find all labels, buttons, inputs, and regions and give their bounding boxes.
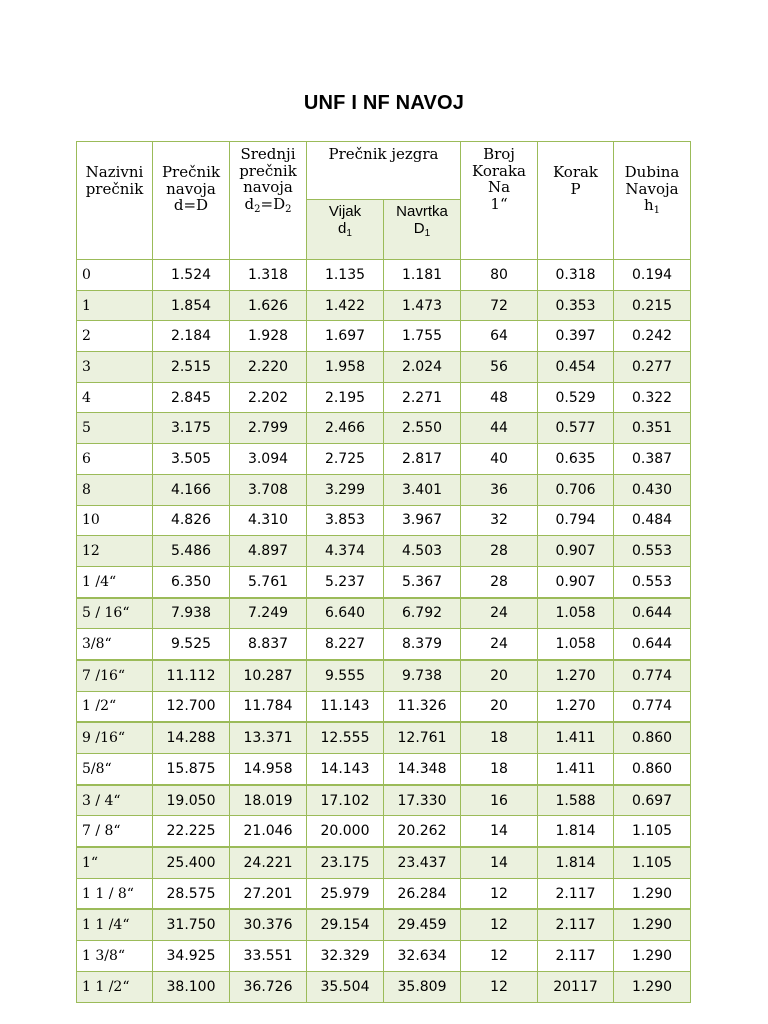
table-cell: 17.102 [307, 785, 384, 816]
table-cell: 4.897 [230, 536, 307, 567]
table-cell: 3.401 [384, 474, 461, 505]
header-broj-koraka: Broj Koraka Na 1“ [461, 142, 538, 260]
table-cell: 0.577 [538, 413, 614, 444]
table-cell: 1.135 [307, 260, 384, 291]
table-cell: 0.794 [538, 505, 614, 536]
row-nominal-size: 10 [77, 505, 153, 536]
table-row [77, 691, 691, 722]
table-row [77, 352, 691, 383]
table-row [77, 321, 691, 352]
row-nominal-size: 1 3/8“ [77, 941, 153, 972]
table-cell: 14.958 [230, 754, 307, 785]
table-cell: 1.814 [538, 847, 614, 878]
table-cell: 1.290 [614, 909, 691, 940]
table-cell: 14 [461, 847, 538, 878]
table-row [77, 785, 691, 816]
table-cell: 1.524 [153, 260, 230, 291]
table-cell: 0.318 [538, 260, 614, 291]
table-row [77, 260, 691, 291]
table-cell: 2.024 [384, 352, 461, 383]
table-cell: 9.738 [384, 660, 461, 691]
table-cell: 29.459 [384, 909, 461, 940]
row-nominal-size: 1 1 /4“ [77, 909, 153, 940]
table-cell: 5.367 [384, 566, 461, 597]
table-cell: 4.826 [153, 505, 230, 536]
row-nominal-size: 1 /2“ [77, 691, 153, 722]
table-cell: 31.750 [153, 909, 230, 940]
page-title: UNF I NF NAVOJ [303, 92, 465, 114]
table-cell: 24.221 [230, 847, 307, 878]
table-row [77, 909, 691, 940]
thread-table [76, 141, 691, 1003]
table-cell: 0.242 [614, 321, 691, 352]
table-cell: 0.529 [538, 382, 614, 413]
table-cell: 0.454 [538, 352, 614, 383]
table-cell: 21.046 [230, 816, 307, 847]
table-cell: 1.181 [384, 260, 461, 291]
table-cell: 5.486 [153, 536, 230, 567]
table-cell: 1.270 [538, 660, 614, 691]
table-cell: 1.058 [538, 629, 614, 660]
table-cell: 28 [461, 536, 538, 567]
table-cell: 24 [461, 629, 538, 660]
table-cell: 17.330 [384, 785, 461, 816]
table-cell: 2.220 [230, 352, 307, 383]
header-srednji-precnik: Srednji prečnik navoja $d_2=D_2$ [230, 142, 307, 260]
table-cell: 0.706 [538, 474, 614, 505]
table-cell: 3.708 [230, 474, 307, 505]
table-cell: 15.875 [153, 754, 230, 785]
table-cell: 1.105 [614, 816, 691, 847]
table-row [77, 847, 691, 878]
row-nominal-size: 7 /16“ [77, 660, 153, 691]
table-cell: 29.154 [307, 909, 384, 940]
table-row [77, 722, 691, 753]
row-nominal-size: 12 [77, 536, 153, 567]
table-cell: 40 [461, 444, 538, 475]
table-cell: 1.411 [538, 722, 614, 753]
header-nazivni: Nazivni prečnik [77, 142, 153, 260]
table-cell: 0.774 [614, 691, 691, 722]
table-cell: 3.094 [230, 444, 307, 475]
table-cell: 12 [461, 878, 538, 909]
table-cell: 3.967 [384, 505, 461, 536]
table-row [77, 971, 691, 1002]
table-cell: 18 [461, 754, 538, 785]
table-row [77, 444, 691, 475]
table-cell: 1.318 [230, 260, 307, 291]
table-cell: 32.634 [384, 941, 461, 972]
table-cell: 2.271 [384, 382, 461, 413]
table-cell: 1.422 [307, 290, 384, 321]
row-nominal-size: 5 [77, 413, 153, 444]
table-cell: 0.353 [538, 290, 614, 321]
table-cell: 44 [461, 413, 538, 444]
table-cell: 6.640 [307, 598, 384, 629]
row-nominal-size: 1 [77, 290, 153, 321]
table-cell: 28.575 [153, 878, 230, 909]
row-nominal-size: 3 / 4“ [77, 785, 153, 816]
table-cell: 32.329 [307, 941, 384, 972]
header-vijak: Vijak $d_1$ [307, 200, 384, 260]
table-cell: 4.503 [384, 536, 461, 567]
row-nominal-size: 6 [77, 444, 153, 475]
row-nominal-size: 3 [77, 352, 153, 383]
table-row [77, 878, 691, 909]
row-nominal-size: 1 1 /2“ [77, 971, 153, 1002]
table-row [77, 290, 691, 321]
table-row [77, 941, 691, 972]
table-cell: 18 [461, 722, 538, 753]
table-cell: 14.288 [153, 722, 230, 753]
table-cell: 12 [461, 971, 538, 1002]
table-cell: 3.299 [307, 474, 384, 505]
table-cell: 2.725 [307, 444, 384, 475]
header-navrtka: Navrtka $D_1$ [384, 200, 461, 260]
table-cell: 35.504 [307, 971, 384, 1002]
table-cell: 27.201 [230, 878, 307, 909]
table-cell: 2.550 [384, 413, 461, 444]
row-nominal-size: 5 / 16“ [77, 598, 153, 629]
table-cell: 12 [461, 941, 538, 972]
table-row [77, 536, 691, 567]
table-cell: 2.184 [153, 321, 230, 352]
table-cell: 0.387 [614, 444, 691, 475]
table-cell: 0.215 [614, 290, 691, 321]
table-cell: 20.000 [307, 816, 384, 847]
row-nominal-size: 4 [77, 382, 153, 413]
table-cell: 20.262 [384, 816, 461, 847]
table-cell: 9.555 [307, 660, 384, 691]
table-cell: 0.697 [614, 785, 691, 816]
row-nominal-size: 2 [77, 321, 153, 352]
table-cell: 4.310 [230, 505, 307, 536]
table-cell: 2.845 [153, 382, 230, 413]
table-cell: 12.555 [307, 722, 384, 753]
table-cell: 80 [461, 260, 538, 291]
table-cell: 7.938 [153, 598, 230, 629]
table-cell: 1.958 [307, 352, 384, 383]
table-cell: 1.058 [538, 598, 614, 629]
table-cell: 11.112 [153, 660, 230, 691]
table-cell: 1.290 [614, 941, 691, 972]
table-row [77, 505, 691, 536]
header-precnik-navoja: Prečnik navoja d=D [153, 142, 230, 260]
table-cell: 36.726 [230, 971, 307, 1002]
table-cell: 0.635 [538, 444, 614, 475]
table-cell: 0.351 [614, 413, 691, 444]
table-cell: 0.644 [614, 629, 691, 660]
table-cell: 1.928 [230, 321, 307, 352]
row-nominal-size: 5/8“ [77, 754, 153, 785]
table-cell: 12 [461, 909, 538, 940]
table-cell: 1.697 [307, 321, 384, 352]
table-cell: 1.473 [384, 290, 461, 321]
table-cell: 12.761 [384, 722, 461, 753]
table-cell: 1.270 [538, 691, 614, 722]
table-cell: 14 [461, 816, 538, 847]
table-row [77, 598, 691, 629]
row-nominal-size: 8 [77, 474, 153, 505]
table-cell: 1.626 [230, 290, 307, 321]
table-cell: 0.430 [614, 474, 691, 505]
table-cell: 64 [461, 321, 538, 352]
table-cell: 2.515 [153, 352, 230, 383]
table-cell: 3.505 [153, 444, 230, 475]
table-cell: 35.809 [384, 971, 461, 1002]
table-cell: 24 [461, 598, 538, 629]
table-cell: 14.348 [384, 754, 461, 785]
table-cell: 1.854 [153, 290, 230, 321]
table-row [77, 413, 691, 444]
table-cell: 0.194 [614, 260, 691, 291]
row-nominal-size: 0 [77, 260, 153, 291]
table-cell: 36 [461, 474, 538, 505]
table-cell: 11.143 [307, 691, 384, 722]
table-cell: 11.326 [384, 691, 461, 722]
row-nominal-size: 3/8“ [77, 629, 153, 660]
table-cell: 20 [461, 660, 538, 691]
table-cell: 19.050 [153, 785, 230, 816]
table-cell: 23.437 [384, 847, 461, 878]
table-cell: 30.376 [230, 909, 307, 940]
header-korak: Korak P [538, 142, 614, 260]
table-cell: 34.925 [153, 941, 230, 972]
table-cell: 8.837 [230, 629, 307, 660]
table-cell: 3.175 [153, 413, 230, 444]
table-cell: 1.814 [538, 816, 614, 847]
table-cell: 25.400 [153, 847, 230, 878]
table-cell: 0.907 [538, 566, 614, 597]
table-cell: 22.225 [153, 816, 230, 847]
table-cell: 2.466 [307, 413, 384, 444]
table-cell: 33.551 [230, 941, 307, 972]
table-cell: 4.166 [153, 474, 230, 505]
table-cell: 25.979 [307, 878, 384, 909]
table-cell: 13.371 [230, 722, 307, 753]
table-cell: 20117 [538, 971, 614, 1002]
table-cell: 28 [461, 566, 538, 597]
table-cell: 0.774 [614, 660, 691, 691]
header-precnik-jezgra: Prečnik jezgra [307, 142, 461, 200]
table-cell: 16 [461, 785, 538, 816]
table-cell: 14.143 [307, 754, 384, 785]
table-cell: 32 [461, 505, 538, 536]
table-cell: 4.374 [307, 536, 384, 567]
row-nominal-size: 1“ [77, 847, 153, 878]
table-cell: 1.411 [538, 754, 614, 785]
table-cell: 12.700 [153, 691, 230, 722]
table-cell: 8.227 [307, 629, 384, 660]
table-row [77, 816, 691, 847]
table-cell: 1.105 [614, 847, 691, 878]
table-cell: 0.553 [614, 566, 691, 597]
table-cell: 0.553 [614, 536, 691, 567]
table-row [77, 566, 691, 597]
table-cell: 1.588 [538, 785, 614, 816]
row-nominal-size: 1 1 / 8“ [77, 878, 153, 909]
header-dubina-navoja: Dubina Navoja $h_1$ [614, 142, 691, 260]
table-cell: 72 [461, 290, 538, 321]
table-row [77, 474, 691, 505]
table-cell: 10.287 [230, 660, 307, 691]
row-nominal-size: 9 /16“ [77, 722, 153, 753]
row-nominal-size: 1 /4“ [77, 566, 153, 597]
table-cell: 0.397 [538, 321, 614, 352]
table-row [77, 660, 691, 691]
table-cell: 3.853 [307, 505, 384, 536]
table-cell: 48 [461, 382, 538, 413]
table-cell: 11.784 [230, 691, 307, 722]
table-cell: 2.117 [538, 878, 614, 909]
table-cell: 18.019 [230, 785, 307, 816]
table-cell: 56 [461, 352, 538, 383]
table-cell: 5.761 [230, 566, 307, 597]
table-cell: 0.322 [614, 382, 691, 413]
table-cell: 20 [461, 691, 538, 722]
table-body [77, 260, 691, 1003]
table-cell: 5.237 [307, 566, 384, 597]
table-row [77, 629, 691, 660]
table-cell: 2.202 [230, 382, 307, 413]
table-cell: 1.755 [384, 321, 461, 352]
table-cell: 6.792 [384, 598, 461, 629]
table-cell: 2.117 [538, 941, 614, 972]
table-cell: 1.290 [614, 971, 691, 1002]
table-row [77, 382, 691, 413]
table-cell: 9.525 [153, 629, 230, 660]
table-cell: 2.117 [538, 909, 614, 940]
table-cell: 2.817 [384, 444, 461, 475]
table-cell: 7.249 [230, 598, 307, 629]
table-cell: 0.644 [614, 598, 691, 629]
table-cell: 2.195 [307, 382, 384, 413]
table-cell: 23.175 [307, 847, 384, 878]
table-cell: 0.484 [614, 505, 691, 536]
table-cell: 8.379 [384, 629, 461, 660]
table-cell: 26.284 [384, 878, 461, 909]
table-row [77, 754, 691, 785]
table-cell: 6.350 [153, 566, 230, 597]
table-cell: 0.860 [614, 754, 691, 785]
table-cell: 38.100 [153, 971, 230, 1002]
table-cell: 0.907 [538, 536, 614, 567]
row-nominal-size: 7 / 8“ [77, 816, 153, 847]
table-cell: 0.277 [614, 352, 691, 383]
table-cell: 1.290 [614, 878, 691, 909]
table-cell: 2.799 [230, 413, 307, 444]
table-cell: 0.860 [614, 722, 691, 753]
